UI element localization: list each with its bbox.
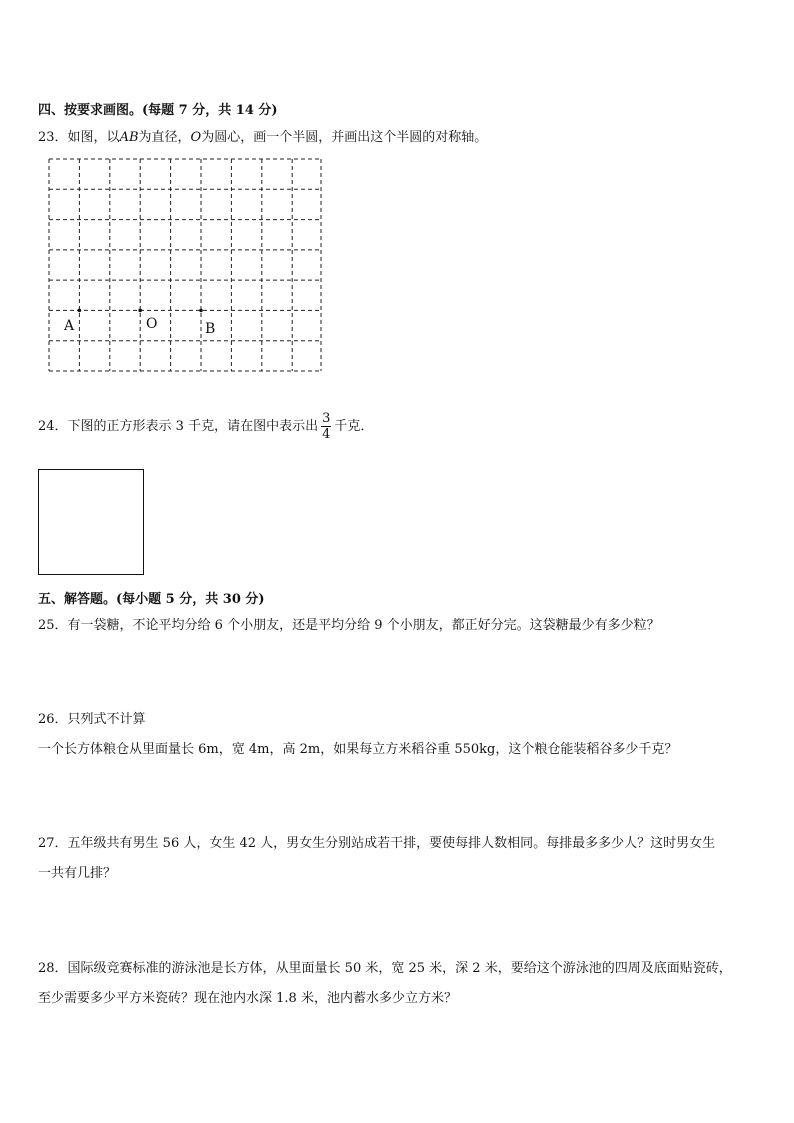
point-o-label: O [146,316,158,332]
q28-line2: 至少需要多少平方米瓷砖？现在池内水深 1.8 米，池内蓄水多少立方米？ [38,991,457,1006]
q24-text-b: 千克． [334,419,374,434]
q25-text: 25．有一袋糖，不论平均分给 6 个小朋友，还是平均分给 9 个小朋友，都正好分完。这袋糖最少有多少粒？ [38,618,660,633]
q23-dashed-grid [46,157,326,377]
q23-ab: AB [119,130,139,145]
q23-o: O [190,130,202,145]
q24-number: 24． [38,419,68,434]
q23-text [38,126,487,145]
q27-line2: 一共有几排？ [38,866,117,881]
q23-text-c: 为圆心，画一个半圆，并画出这个半圆的对称轴。 [201,130,488,145]
q26-text: 一个长方体粮仓从里面量长 6m，宽 4m，高 2m，如果每立方米稻谷重 550kg，这个粮仓能装稻谷多少千克？ [38,742,678,757]
point-b-label: B [205,321,216,337]
section4-heading: 四、按要求画图。(每题 7 分，共 14 分) [38,103,278,118]
q27-line1: 27．五年级共有男生 56 人，女生 42 人，男女生分别站成若干排，要使每排人数相同。每排最多多少人？这时男女生 [38,836,716,851]
point-o-dot [138,309,142,313]
q24-text [38,412,373,441]
point-a-dot [78,309,82,313]
q24-text-a: 下图的正方形表示 3 千克，请在图中表示出 [67,419,319,434]
point-a-label: A [64,318,75,334]
q23-number: 23． [38,130,68,145]
q26-title: 26．只列式不计算 [38,712,146,727]
q24-fraction-denominator: 4 [322,427,331,442]
q24-fraction [321,412,331,441]
q24-square [38,469,144,575]
q23-text-a: 如图，以 [67,130,120,145]
q24-fraction-numerator: 3 [322,411,331,426]
section5-heading: 五、解答题。(每小题 5 分，共 30 分) [38,592,265,607]
point-b-dot [199,309,203,313]
q23-text-b: 为直径， [138,130,191,145]
q28-line1: 28．国际级竞赛标准的游泳池是长方体，从里面量长 50 米，宽 25 米，深 2 米，要给这个游泳池的四周及底面贴瓷砖， [38,961,732,976]
